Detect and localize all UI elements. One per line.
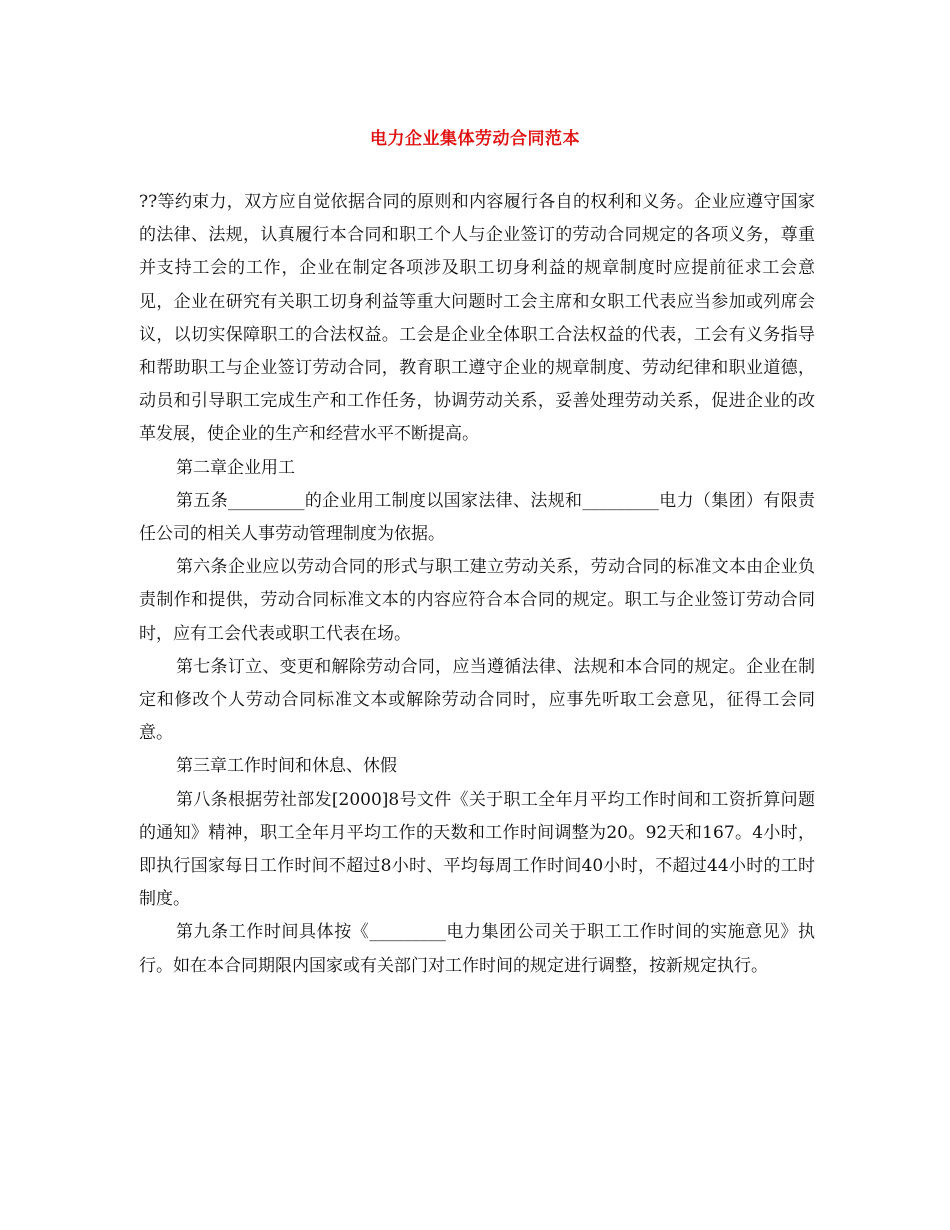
article-5: 第五条_________的企业用工制度以国家法律、法规和_________电力（集团）有限责任公司的相关人事劳动管理制度为依据。	[139, 490, 815, 545]
document-body	[139, 186, 815, 983]
article-9: 第九条工作时间具体按《_________电力集团公司关于职工工作时间的实施意见》执行。如在本合同期限内国家或有关部门对工作时间的规定进行调整，按新规定执行。	[139, 922, 815, 976]
chapter-heading-3: 第三章工作时间和休息、休假	[176, 756, 397, 777]
document-title: 电力企业集体劳动合同范本	[370, 129, 580, 149]
chapter-heading-2: 第二章企业用工	[176, 457, 295, 478]
article-8: 第八条根据劳社部发[2000]8号文件《关于职工全年月平均工作时间和工资折算问题的通知》精神，职工全年月平均工作的天数和工作时间调整为20。92天和167。4小时，即执行国家每日工作时间不超过8小时、平均每周工作时间40小时，不超过44小时的工时制度。	[139, 789, 815, 910]
article-6: 第六条企业应以劳动合同的形式与职工建立劳动关系，劳动合同的标准文本由企业负责制作和提供，劳动合同标准文本的内容应符合本合同的规定。职工与企业签订劳动合同时，应有工会代表或职工代表在场。	[139, 557, 815, 644]
article-7: 第七条订立、变更和解除劳动合同，应当遵循法律、法规和本合同的规定。企业在制定和修改个人劳动合同标准文本或解除劳动合同时，应事先听取工会意见，征得工会同意。	[139, 656, 815, 744]
paragraph-intro: ??等约束力，双方应自觉依据合同的原则和内容履行各自的权利和义务。企业应遵守国家的法律、法规，认真履行本合同和职工个人与企业签订的劳动合同规定的各项义务，尊重并支持工会的工作，企业在制定各项涉及职工切身利益的规章制度时应提前征求工会意见，企业在研究有关职工切身利益等重大问题时工会主席和女职工代表应当参加或列席会议，以切实保障职工的合法权益。工会是企业全体职工合法权益的代表，工会有义务指导和帮助职工与企业签订劳动合同，教育职工遵守企业的规章制度、劳动纪律和职业道德，动员和引导职工完成生产和工作任务，协调劳动关系，妥善处理劳动关系，促进企业的改革发展，使企业的生产和经营水平不断提高。	[139, 192, 815, 445]
